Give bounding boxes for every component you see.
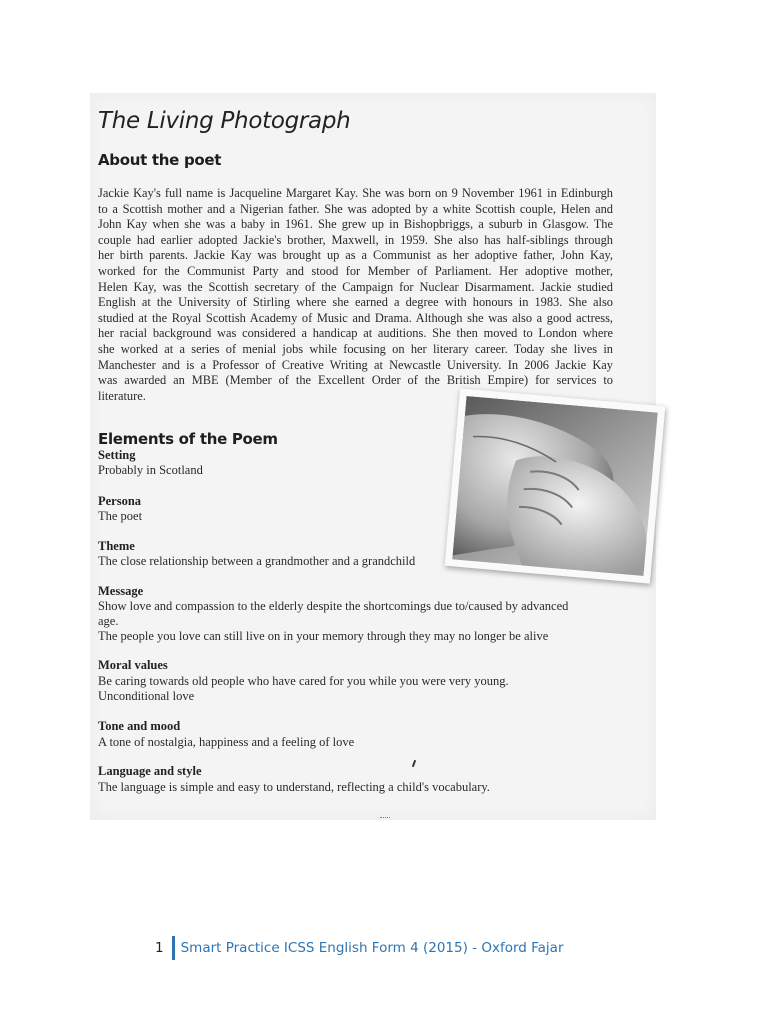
tone-mood-label: Tone and mood [98, 719, 181, 733]
footer-source-text: Smart Practice ICSS English Form 4 (2015) - Oxford Fajar [180, 940, 564, 956]
moral-values-line: Be caring towards old people who have cared for you while you were very young. [98, 674, 509, 688]
theme-label: Theme [98, 539, 135, 553]
bio-line: her racial background was considered a handicap at auditions. She then moved to London where [98, 326, 613, 341]
bio-line: literature. [98, 388, 146, 403]
setting-label: Setting [98, 448, 136, 462]
bio-line: couple had earlier adopted Jackie's brother, Maxwell, in 1959. She also has half-siblings through [98, 232, 613, 247]
persona-label: Persona [98, 494, 142, 508]
bio-line: John Kay when she was a baby in 1961. She grew up in Bishopbriggs, a suburb in Glasgow. The [98, 217, 613, 232]
bio-line: to a Scottish mother and a Nigerian father. She was adopted by a white Scottish couple, Helen and [98, 201, 613, 216]
message-label: Message [98, 584, 144, 598]
persona-text: The poet [98, 509, 143, 523]
moral-values-line: Unconditional love [98, 689, 195, 703]
poet-biography [98, 186, 613, 404]
language-style-text: The language is simple and easy to understand, reflecting a child's vocabulary. [98, 780, 490, 794]
bio-line: Manchester and is a Professor of Creative Writing at Newcastle University. In 2006 Jackie Kay [98, 357, 613, 372]
bio-line: she worked at a series of menial jobs while focusing on her literary career. Today she lives in [98, 341, 613, 356]
message-text-line: age. [98, 614, 119, 628]
page-title: The Living Photograph [98, 108, 351, 134]
message-text-line: Show love and compassion to the elderly despite the shortcomings due to/caused by advanced [98, 599, 569, 613]
hands-photo-image [452, 396, 658, 576]
bio-line: worked for the Communist Party and stood for Member of Parliament. Her adoptive mother, [98, 263, 613, 278]
tone-mood-text: A tone of nostalgia, happiness and a feeling of love [98, 735, 355, 749]
page-footer [155, 936, 564, 960]
footer-divider [172, 936, 175, 960]
setting-text: Probably in Scotland [98, 463, 203, 477]
bio-line: her birth parents. Jackie Kay was brought up as a Communist as her adoptive father, John Kay, [98, 248, 613, 263]
bio-line: English at the University of Stirling where she earned a degree with honours in 1983. She also [98, 295, 613, 310]
bio-line: Helen Kay, was the Scottish secretary of the Campaign for Nuclear Disarmament. Jackie studied [98, 279, 613, 294]
bio-line: Jackie Kay's full name is Jacqueline Margaret Kay. She was born on 9 November 1961 in Edinburgh [98, 186, 613, 200]
message-text-line: The people you love can still live on in your memory through they may no longer be alive [98, 629, 549, 643]
scan-speck [380, 817, 390, 820]
elements-heading: Elements of the Poem [98, 430, 278, 448]
page-number: 1 [155, 940, 164, 956]
theme-text: The close relationship between a grandmother and a grandchild [98, 554, 416, 568]
about-poet-heading: About the poet [98, 151, 222, 169]
bio-line: was awarded an MBE (Member of the Excellent Order of the British Empire) for services to [98, 373, 613, 388]
moral-values-label: Moral values [98, 658, 168, 672]
language-style-label: Language and style [98, 764, 202, 778]
bio-line: studied at the Royal Scottish Academy of Music and Drama. Although she was also a good actress, [98, 310, 613, 325]
